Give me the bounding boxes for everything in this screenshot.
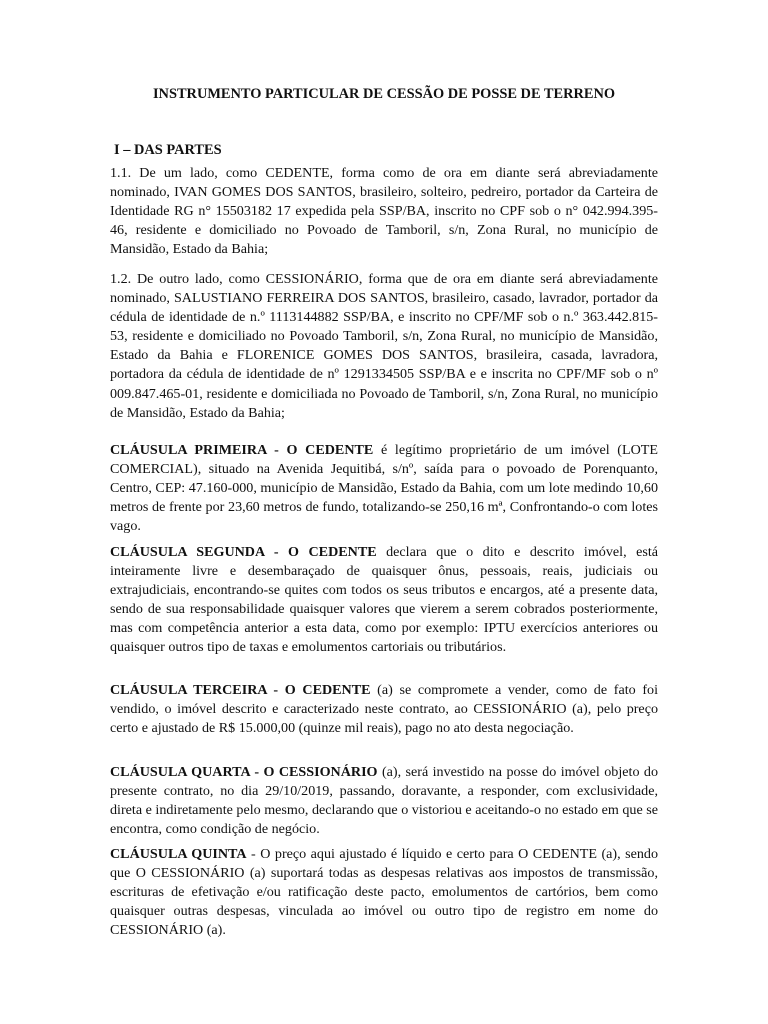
clause-third-label: CLÁUSULA TERCEIRA - O CEDENTE [110,682,371,698]
clause-first-label: CLÁUSULA PRIMEIRA - O CEDENTE [110,442,374,458]
clause-fourth [110,763,658,839]
clause-fifth-label: CLÁUSULA QUINTA [110,846,247,862]
clause-third-text: (a) se compromete a vender, como de fato foi vendido, o imóvel descrito e caracterizado neste contrato, ao CESSIONÁRIO (a), pelo preço certo e ajustado de R$ 15.000,00 (quinze mil reais), pago no ato desta negociação. [110,682,658,737]
clause-second-label: CLÁUSULA SEGUNDA - O CEDENTE [110,544,377,560]
paragraph-1-2: 1.2. De outro lado, como CESSIONÁRIO, forma que de ora em diante será abreviadamente nominado, SALUSTIANO FERREIRA DOS SANTOS, brasileiro, casado, lavrador, portador da cédula de identidade de n.º 1113144882 SSP/BA, e inscrito no CPF/MF sob o n.º 363.442.815-53, residente e domiciliado no Povoado Tamboril, s/n, Zona Rural, no município de Mansidão, Estado da Bahia e FLORENICE GOMES DOS SANTOS, brasileira, casada, lavradora, portadora da cédula de identidade de nº 1291334505 SSP/BA e e inscrita no CPF/MF sob o nº 009.847.465-01, residente e domiciliada no Povoado de Tamboril, s/n, Zona Rural, no município de Mansidão, Estado da Bahia; [110,271,658,421]
section-heading-parties: I – DAS PARTES [114,142,222,158]
clause-first [110,441,658,536]
clause-second [110,543,658,658]
paragraph-1-1: 1.1. De um lado, como CEDENTE, forma como de ora em diante será abreviadamente nominado, IVAN GOMES DOS SANTOS, brasileiro, solteiro, pedreiro, portador da Carteira de Identidade RG n° 15503182 17 expedida pela SSP/BA, inscrito no CPF sob o n° 042.994.395-46, residente e domiciliado no Povoado de Tamboril, s/n, Zona Rural, no município de Mansidão, Estado da Bahia; [110,165,658,258]
clause-first-text: é legítimo proprietário de um imóvel (LOTE COMERCIAL), situado na Avenida Jequitibá, s/nº, saída para o povoado de Porenquanto, Centro, CEP: 47.160-000, município de Mansidão, Estado da Bahia, com um lote medindo 10,60 metros de frente por 23,60 metros de fundo, totalizando-se 250,16 mª, Confrontando-o com lotes vago. [110,442,658,535]
clause-fourth-text: (a), será investido na posse do imóvel objeto do presente contrato, no dia 29/10/2019, passando, doravante, a responder, com exclusividade, direta e indiretamente pelo mesmo, declarando que o vistoriou e aceitando-o no estado em que se encontra, como condição de negócio. [110,764,658,838]
clause-second-text: declara que o dito e descrito imóvel, está inteiramente livre e desembaraçado de quaisquer ônus, pessoais, reais, judiciais ou extrajudiciais, encontrando-se quites com todos os seus tributos e encargos, até a presente data, sendo de sua responsabilidade quaisquer valores que vierem a serem cobrados posteriormente, mas com competência anterior a esta data, como por exemplo: IPTU exercícios anteriores ou quaisquer outros tipo de taxas e emolumentos cartoriais ou tributários. [110,544,658,656]
clause-third [110,681,658,738]
clause-fifth [110,845,658,940]
document-title: INSTRUMENTO PARTICULAR DE CESSÃO DE POSSE DE TERRENO [152,86,616,102]
clause-fifth-text: - O preço aqui ajustado é líquido e certo para O CEDENTE (a), sendo que O CESSIONÁRIO (a) suportará todas as despesas relativas aos impostos de transmissão, escrituras de efetivação e/ou ratificação deste pacto, emolumentos de cartórios, bem como quaisquer outras despesas, vinculada ao imóvel ou outro tipo de registro em nome do CESSIONÁRIO (a). [110,846,658,939]
clause-fourth-label: CLÁUSULA QUARTA - O CESSIONÁRIO [110,764,378,780]
